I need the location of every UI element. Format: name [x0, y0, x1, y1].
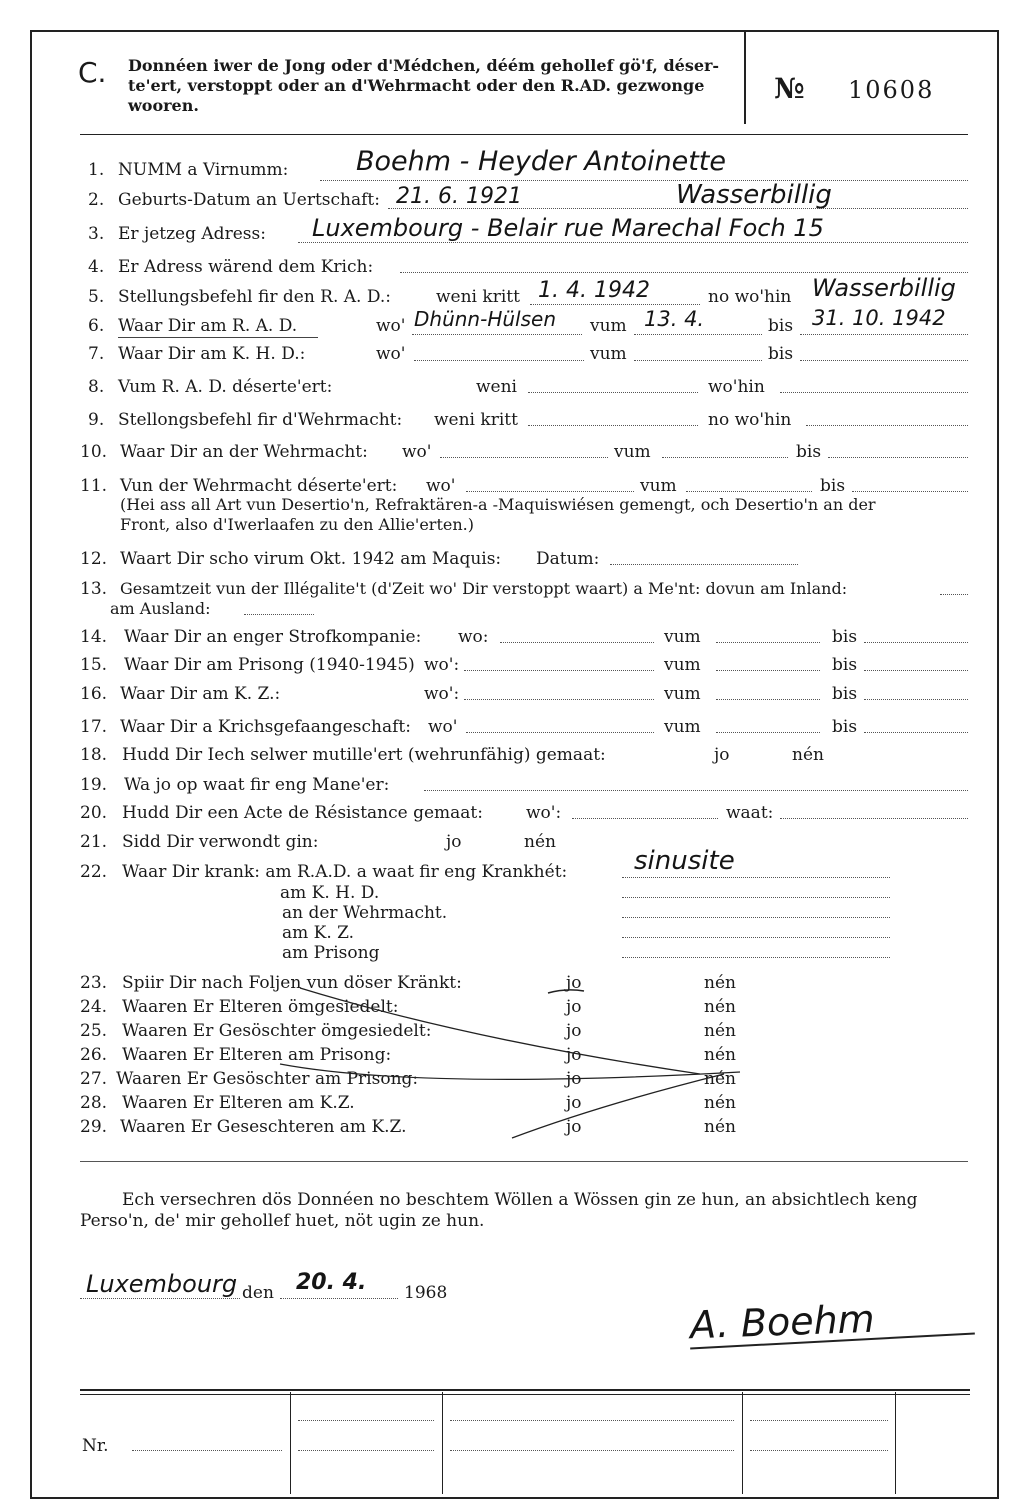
row-23-jo: jo — [566, 973, 582, 993]
row-28-nen: nén — [704, 1093, 736, 1113]
row-21-nen: nén — [524, 832, 556, 852]
row-13-inland-line — [940, 594, 968, 595]
row-19-label: Wa jo op waat fir eng Mane'er: — [124, 775, 390, 795]
row-22-line-khd — [622, 897, 890, 898]
declaration-line1: Ech versechren dös Donnéen no beschtem Wöllen a Wössen gin ze hun, an absichtlech keng — [122, 1190, 918, 1210]
row-25-label: Waaren Er Gesöschter ömgesiedelt: — [122, 1021, 432, 1041]
row-27-jo: jo — [566, 1069, 582, 1089]
row-25-nen: nén — [704, 1021, 736, 1041]
row-6-bis: bis — [768, 316, 794, 336]
row-9-wohin: no wo'hin — [708, 410, 792, 430]
row-10-wo: wo' — [402, 442, 432, 462]
row-22-line-prisong — [622, 957, 890, 958]
form-number: 10608 — [848, 76, 935, 104]
row-6-num: 6. — [88, 316, 105, 336]
row-13-num: 13. — [80, 579, 108, 599]
signing-den: den — [242, 1283, 274, 1303]
row-14-bis-line — [864, 642, 968, 643]
footer-rule-top — [80, 1389, 970, 1391]
row-4-label: Er Adress wärend dem Krich: — [118, 257, 374, 277]
header-title-line1: Donnéen iwer de Jong oder d'Médchen, déém gehollef gö'f, déser- — [128, 56, 720, 75]
row-6-from-value: 13. 4. — [644, 307, 705, 331]
row-10-num: 10. — [80, 442, 108, 462]
header-title-line3: wooren. — [128, 96, 199, 115]
row-23-label: Spiir Dir nach Foljen vun döser Kränkt: — [122, 973, 462, 993]
row-17-label: Waar Dir a Krichsgefaangeschaft: — [120, 717, 411, 737]
row-15-bis: bis — [832, 655, 858, 675]
declaration-line2: Perso'n, de' mir gehollef huet, nöt ugin ze hun. — [80, 1211, 485, 1231]
footer-nr-line — [132, 1450, 282, 1451]
row-6-vum: vum — [590, 316, 627, 336]
row-17-vum: vum — [664, 717, 701, 737]
row-11-label: Vun der Wehrmacht déserte'ert: — [120, 476, 398, 496]
footer-nr-label: Nr. — [82, 1436, 109, 1456]
row-24-label: Waaren Er Elteren ömgesiedelt: — [122, 997, 399, 1017]
row-24-jo: jo — [566, 997, 582, 1017]
header-divider — [744, 32, 746, 124]
signing-place-value: Luxembourg — [86, 1270, 238, 1298]
row-5-date-line — [530, 304, 700, 305]
row-9-num: 9. — [88, 410, 105, 430]
row-5-weni: weni kritt — [436, 287, 520, 307]
footer-rule-top-2 — [80, 1394, 970, 1395]
row-19-num: 19. — [80, 775, 108, 795]
row-28-label: Waaren Er Elteren am K.Z. — [122, 1093, 355, 1113]
footer-cell-line-1b — [298, 1450, 434, 1451]
row-19-field-line — [424, 790, 968, 791]
row-6-wo: wo' — [376, 316, 406, 336]
row-22-sub-prisong: am Prisong — [282, 943, 380, 963]
row-22-line-kz — [622, 937, 890, 938]
row-20-waat: waat: — [726, 803, 774, 823]
row-22-illness-value: sinusite — [634, 846, 735, 876]
row-17-wo-line — [466, 732, 654, 733]
footer-cell-line-1a — [298, 1420, 434, 1421]
row-10-vum-line — [662, 457, 788, 458]
row-9-weni: weni kritt — [434, 410, 518, 430]
row-18-jo: jo — [714, 745, 730, 765]
row-18-num: 18. — [80, 745, 108, 765]
row-1-field-line — [320, 180, 968, 181]
row-1-num: 1. — [88, 160, 105, 180]
row-22-line-rad — [622, 877, 890, 878]
row-11-num: 11. — [80, 476, 108, 496]
row-25-jo: jo — [566, 1021, 582, 1041]
row-26-nen: nén — [704, 1045, 736, 1065]
row-28-num: 28. — [80, 1093, 108, 1113]
signing-year: 1968 — [404, 1283, 448, 1303]
row-8-label: Vum R. A. D. déserte'ert: — [118, 377, 333, 397]
row-10-bis-line — [828, 457, 968, 458]
row-20-waat-line — [780, 818, 968, 819]
row-20-label: Hudd Dir een Acte de Résistance gemaat: — [122, 803, 483, 823]
row-3-num: 3. — [88, 224, 105, 244]
row-3-address-value: Luxembourg - Belair rue Marechal Foch 15 — [312, 214, 824, 242]
row-14-bis: bis — [832, 627, 858, 647]
footer-col-4 — [895, 1392, 896, 1494]
row-6-place-line — [412, 334, 582, 335]
row-13-ausland-line — [244, 614, 314, 615]
footer-cell-line-3a — [750, 1420, 888, 1421]
row-8-num: 8. — [88, 377, 105, 397]
row-14-vum: vum — [664, 627, 701, 647]
row-16-num: 16. — [80, 684, 108, 704]
row-29-num: 29. — [80, 1117, 108, 1137]
row-7-vum-line — [634, 360, 762, 361]
row-2-label: Geburts-Datum an Uertschaft: — [118, 190, 380, 210]
row-4-num: 4. — [88, 257, 105, 277]
row-20-num: 20. — [80, 803, 108, 823]
row-15-vum-line — [716, 670, 820, 671]
row-16-label: Waar Dir am K. Z.: — [120, 684, 281, 704]
row-22-sub-wehrmacht: an der Wehrmacht. — [282, 903, 448, 923]
row-9-wohin-line — [806, 425, 968, 426]
row-11-note-line2: Front, also d'Iwerlaafen zu den Allie'erten.) — [120, 515, 474, 534]
row-20-wo: wo': — [526, 803, 562, 823]
footer-cell-line-2a — [450, 1420, 734, 1421]
row-1-label: NUMM a Virnumm: — [118, 160, 289, 180]
row-24-nen: nén — [704, 997, 736, 1017]
row-26-jo: jo — [566, 1045, 582, 1065]
row-11-bis-line — [852, 491, 968, 492]
footer-cell-line-3b — [750, 1450, 888, 1451]
row-15-vum: vum — [664, 655, 701, 675]
row-29-label: Waaren Er Geseschteren am K.Z. — [120, 1117, 407, 1137]
signing-date-value: 20. 4. — [296, 1270, 367, 1295]
row-20-wo-line — [572, 818, 718, 819]
row-10-bis: bis — [796, 442, 822, 462]
row-5-label: Stellungsbefehl fir den R. A. D.: — [118, 287, 392, 307]
row-16-wo: wo': — [424, 684, 460, 704]
row-21-jo: jo — [446, 832, 462, 852]
row-5-wohin: no wo'hin — [708, 287, 792, 307]
row-17-vum-line — [716, 732, 820, 733]
row-27-label: Waaren Er Gesöschter am Prisong: — [116, 1069, 419, 1089]
row-24-num: 24. — [80, 997, 108, 1017]
row-22-sub-khd: am K. H. D. — [280, 883, 380, 903]
row-7-label: Waar Dir am K. H. D.: — [118, 344, 306, 364]
row-23-num: 23. — [80, 973, 108, 993]
row-8-weni-line — [528, 392, 698, 393]
row-2-birth-date: 21. 6. 1921 — [396, 184, 522, 209]
row-5-place-value: Wasserbillig — [812, 274, 956, 302]
row-6-place-value: Dhünn-Hülsen — [414, 307, 556, 331]
footer-col-1 — [290, 1392, 291, 1494]
section-letter: C. — [78, 56, 107, 89]
row-12-num: 12. — [80, 549, 108, 569]
row-17-wo: wo' — [428, 717, 458, 737]
row-13-ausland: am Ausland: — [110, 599, 211, 618]
footer-cell-line-2b — [450, 1450, 734, 1451]
row-11-wo: wo' — [426, 476, 456, 496]
row-18-label: Hudd Dir Iech selwer mutille'ert (wehrunfähig) gemaat: — [122, 745, 606, 765]
row-21-num: 21. — [80, 832, 108, 852]
row-13-label: Gesamtzeit vun der Illégalite't (d'Zeit wo' Dir verstoppt waart) a Me'nt: dovun am Inland: — [120, 579, 848, 598]
row-27-nen: nén — [704, 1069, 736, 1089]
row-16-vum: vum — [664, 684, 701, 704]
row-12-datum: Datum: — [536, 549, 600, 569]
row-11-vum: vum — [640, 476, 677, 496]
row-26-label: Waaren Er Elteren am Prisong: — [122, 1045, 392, 1065]
row-29-jo: jo — [566, 1117, 582, 1137]
row-18-nen: nén — [792, 745, 824, 765]
row-26-num: 26. — [80, 1045, 108, 1065]
row-6-to-value: 31. 10. 1942 — [812, 306, 946, 330]
row-7-num: 7. — [88, 344, 105, 364]
row-29-nen: nén — [704, 1117, 736, 1137]
row-3-label: Er jetzeg Adress: — [118, 224, 266, 244]
row-10-label: Waar Dir an der Wehrmacht: — [120, 442, 368, 462]
row-11-vum-line — [686, 491, 812, 492]
row-7-vum: vum — [590, 344, 627, 364]
row-17-bis: bis — [832, 717, 858, 737]
row-9-label: Stellongsbefehl fir d'Wehrmacht: — [118, 410, 403, 430]
row-7-wo: wo' — [376, 344, 406, 364]
row-27-num: 27. — [80, 1069, 108, 1089]
row-2-birth-place: Wasserbillig — [676, 180, 832, 210]
row-28-jo: jo — [566, 1093, 582, 1113]
row-10-wo-line — [440, 457, 608, 458]
signature: A. Boehm — [689, 1296, 876, 1348]
row-6-label: Waar Dir am R. A. D. — [118, 316, 298, 336]
row-17-num: 17. — [80, 717, 108, 737]
footer-col-3 — [742, 1392, 743, 1494]
row-2-num: 2. — [88, 190, 105, 210]
row-8-weni: weni — [476, 377, 517, 397]
row-14-wo: wo: — [458, 627, 489, 647]
row-7-bis-line — [800, 360, 968, 361]
row-15-label: Waar Dir am Prisong (1940-1945) — [124, 655, 415, 675]
row-22-line-wehrmacht — [622, 917, 890, 918]
row-17-bis-line — [864, 732, 968, 733]
signing-place-line — [80, 1298, 240, 1299]
row-11-bis: bis — [820, 476, 846, 496]
row-4-field-line — [400, 272, 968, 273]
row-5-num: 5. — [88, 287, 105, 307]
row-14-vum-line — [716, 642, 820, 643]
row-12-label: Waart Dir scho virum Okt. 1942 am Maquis: — [120, 549, 502, 569]
row-22-label: Waar Dir krank: am R.A.D. a waat fir eng Krankhét: — [122, 862, 568, 882]
row-22-sub-kz: am K. Z. — [282, 923, 355, 943]
row-15-num: 15. — [80, 655, 108, 675]
row-7-bis: bis — [768, 344, 794, 364]
row-10-vum: vum — [614, 442, 651, 462]
row-1-name-value: Boehm - Heyder Antoinette — [356, 146, 726, 177]
header-rule — [80, 134, 968, 135]
row-3-field-line — [298, 242, 968, 243]
row-23-nen: nén — [704, 973, 736, 993]
row-7-wo-line — [414, 360, 584, 361]
number-sign: № — [774, 72, 805, 105]
row-14-label: Waar Dir an enger Strofkompanie: — [124, 627, 422, 647]
row-21-label: Sidd Dir verwondt gin: — [122, 832, 319, 852]
row-8-wohin: wo'hin — [708, 377, 765, 397]
row-11-note-line1: (Hei ass all Art vun Desertio'n, Refraktären-a -Maquiswiésen gemengt, och Desertio'n an der — [120, 495, 876, 514]
row-16-bis-line — [864, 699, 968, 700]
row-22-num: 22. — [80, 862, 108, 882]
row-6-underline — [118, 337, 318, 338]
row-15-wo: wo': — [424, 655, 460, 675]
row-16-wo-line — [464, 699, 654, 700]
footer-col-2 — [442, 1392, 443, 1494]
declaration-rule — [80, 1161, 968, 1162]
row-9-weni-line — [528, 425, 698, 426]
row-16-vum-line — [716, 699, 820, 700]
row-11-wo-line — [466, 491, 634, 492]
row-12-datum-line — [610, 564, 798, 565]
row-5-date-value: 1. 4. 1942 — [538, 278, 650, 303]
row-15-wo-line — [464, 670, 654, 671]
row-25-num: 25. — [80, 1021, 108, 1041]
header-title-line2: te'ert, verstoppt oder an d'Wehrmacht oder den R.AD. gezwonge — [128, 76, 705, 95]
row-6-to-line — [800, 334, 968, 335]
row-14-num: 14. — [80, 627, 108, 647]
row-8-wohin-line — [780, 392, 968, 393]
row-14-wo-line — [500, 642, 654, 643]
row-6-from-line — [634, 334, 762, 335]
row-16-bis: bis — [832, 684, 858, 704]
row-15-bis-line — [864, 670, 968, 671]
signing-date-line — [280, 1298, 398, 1299]
